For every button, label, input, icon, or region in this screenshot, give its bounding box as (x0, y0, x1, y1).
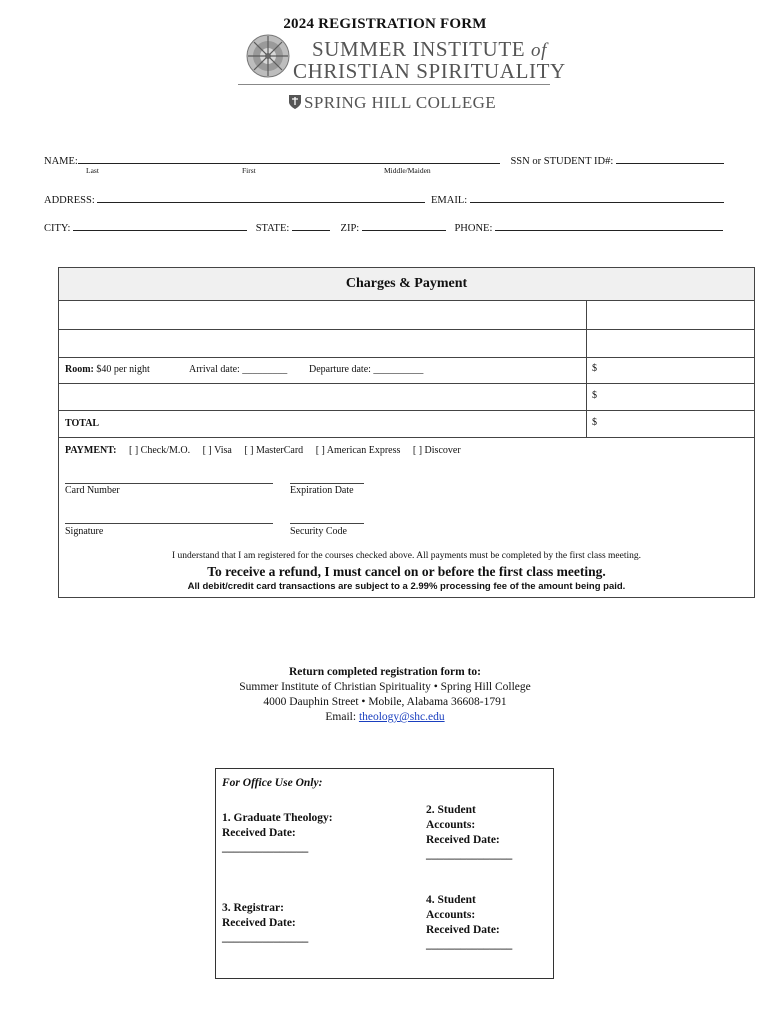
charge-amount-cell[interactable] (586, 383, 755, 410)
charges-payment-box (58, 267, 755, 598)
room-text (65, 364, 150, 375)
card-number-label: Card Number (65, 485, 120, 496)
zip-field[interactable] (362, 219, 446, 231)
name-row (44, 152, 724, 167)
payment-check-option[interactable]: [ ] Check/M.O. (128, 445, 191, 456)
student-accounts-date-field-2[interactable]: _______________ (426, 939, 513, 951)
city-row (44, 219, 723, 234)
college-shield-icon (288, 94, 302, 110)
address-field[interactable] (97, 191, 425, 203)
refund-policy-note: To receive a refund, I must cancel on or before the first class meeting. (207, 564, 606, 579)
office-use-heading: For Office Use Only: (222, 777, 323, 789)
last-name-label: Last (86, 166, 99, 175)
total-amount-cell[interactable] (586, 410, 755, 437)
return-address-line1: Summer Institute of Christian Spirituality • Spring Hill College (239, 681, 531, 693)
logo-text-line1: SUMMER INSTITUTE of (312, 37, 548, 61)
institute-logo (238, 34, 566, 116)
charge-row-4[interactable] (59, 383, 754, 411)
room-rate: $40 per night (93, 364, 150, 375)
expiration-label: Expiration Date (290, 485, 354, 496)
payment-discover-option[interactable]: [ ] Discover (412, 445, 461, 456)
email-label: EMAIL: (431, 195, 468, 206)
graduate-theology-block: 1. Graduate Theology: Received Date: _______________ (222, 812, 333, 854)
payment-label: PAYMENT: (65, 445, 117, 456)
phone-field[interactable] (495, 219, 723, 231)
room-label: Room: (65, 364, 94, 375)
logo-text-of: of (531, 40, 548, 61)
address-row (44, 191, 724, 206)
expiration-field[interactable] (290, 483, 364, 484)
payment-options (65, 445, 461, 456)
security-code-label: Security Code (290, 526, 347, 537)
registrar-date-field[interactable]: _______________ (222, 932, 309, 944)
return-email-label: Email: (325, 711, 359, 723)
student-accounts-date-field-1[interactable]: _______________ (426, 849, 513, 861)
ssn-label: SSN or STUDENT ID#: (510, 156, 614, 167)
registration-understanding-note: I understand that I am registered for the courses checked above. All payments must be completed by the first class meeting. (171, 551, 642, 561)
signature-label: Signature (65, 526, 104, 537)
ssn-field[interactable] (616, 152, 724, 164)
room-row (59, 357, 754, 384)
payment-mastercard-option[interactable]: [ ] MasterCard (244, 445, 304, 456)
city-label: CITY: (44, 223, 71, 234)
arrival-date-field[interactable]: Arrival date: _________ (189, 364, 288, 375)
payment-visa-option[interactable]: [ ] Visa (202, 445, 232, 456)
charge-row-2[interactable] (59, 329, 754, 358)
return-email-link[interactable]: theology@shc.edu (358, 711, 445, 723)
logo-text-line2: CHRISTIAN SPIRITUALITY (293, 59, 566, 83)
room-amount-cell[interactable] (586, 357, 755, 383)
zip-label: ZIP: (340, 223, 360, 234)
registrar-block: 3. Registrar: Received Date: _______________ (222, 902, 309, 944)
city-field[interactable] (73, 219, 247, 231)
charge-amount-cell[interactable] (586, 329, 755, 357)
charges-heading: Charges & Payment (59, 268, 754, 301)
return-address-line2: 4000 Dauphin Street • Mobile, Alabama 36608-1791 (263, 696, 507, 708)
charge-row-1[interactable] (59, 300, 754, 330)
return-email-line (0, 710, 770, 725)
email-field[interactable] (470, 191, 724, 203)
office-use-box (215, 768, 554, 979)
return-title: Return completed registration form to: (288, 666, 482, 678)
signature-field[interactable] (65, 523, 273, 524)
total-label: TOTAL (65, 418, 100, 429)
phone-label: PHONE: (454, 223, 493, 234)
logo-divider (238, 84, 550, 85)
charge-amount-cell[interactable] (586, 300, 755, 329)
security-code-field[interactable] (290, 523, 364, 524)
dollar-sign: $ (592, 390, 597, 401)
total-row (59, 410, 754, 438)
first-name-label: First (242, 166, 256, 175)
dollar-sign: $ (592, 363, 597, 374)
name-field[interactable] (78, 152, 500, 164)
student-accounts-block-1: 2. Student Accounts: Received Date: _______________ (426, 804, 513, 861)
card-number-field[interactable] (65, 483, 273, 484)
middle-name-label: Middle/Maiden (384, 166, 431, 175)
dollar-sign: $ (592, 417, 597, 428)
processing-fee-note: All debit/credit card transactions are subject to a 2.99% processing fee of the amount being paid. (187, 581, 626, 592)
graduate-theology-date-field[interactable]: _______________ (222, 842, 309, 854)
student-accounts-block-2: 4. Student Accounts: Received Date: _______________ (426, 894, 513, 951)
address-label: ADDRESS: (44, 195, 95, 206)
return-instructions (0, 665, 770, 725)
state-label: STATE: (255, 223, 290, 234)
payment-amex-option[interactable]: [ ] American Express (315, 445, 401, 456)
seal-icon (246, 34, 290, 78)
state-field[interactable] (292, 219, 330, 231)
departure-date-field[interactable]: Departure date: __________ (309, 364, 424, 375)
college-name: SPRING HILL COLLEGE (304, 93, 497, 112)
name-label: NAME: (44, 156, 78, 167)
form-title: 2024 REGISTRATION FORM (283, 16, 487, 32)
